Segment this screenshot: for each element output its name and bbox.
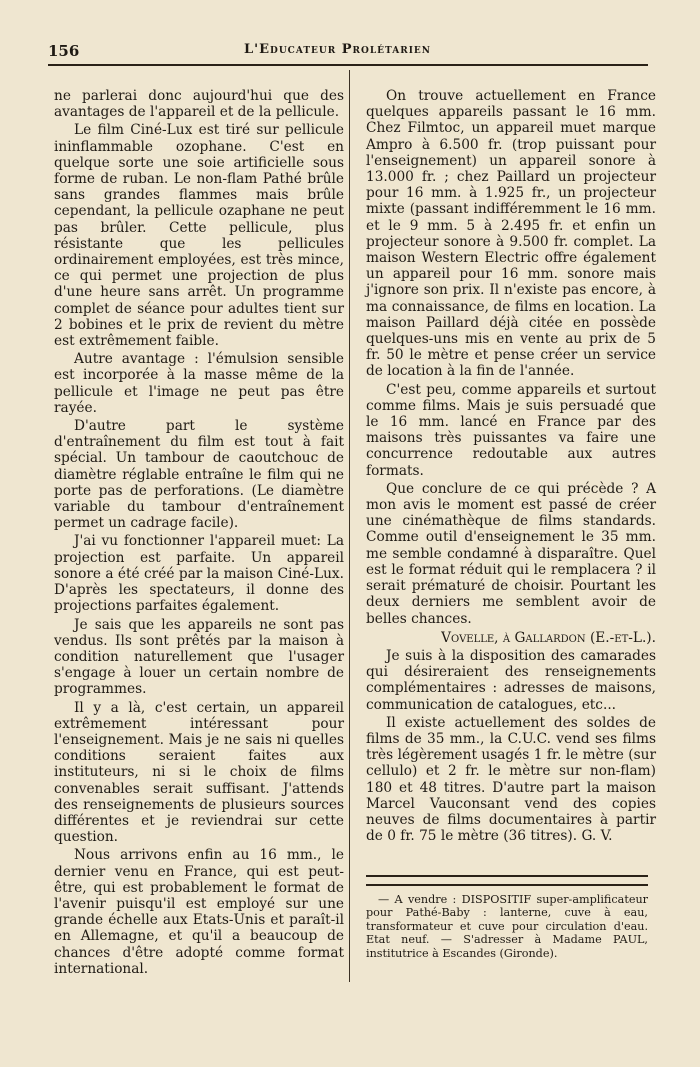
paragraph: D'autre part le système d'entraînement du film est tout à fait spécial. Un tambour de caoutchouc de diamètre réglable entraîne le film qui ne porte pas de perforations. (Le diamètre variable du tambour d'entraînement permet un cadrage facile). — [54, 418, 344, 532]
paragraph: Le film Ciné-Lux est tiré sur pellicule ininflammable ozophane. C'est en quelque sorte une soie artificielle sous forme de ruban. Le non-flam Pathé brûle sans grandes flammes mais brûle cependant, la pellicule ozaphane ne peut pas brûler. Cette pellicule, plus résistante que les pellicules ordinairement employées, est très mince, ce qui permet une projection de plus d'une heure sans arrêt. Un programme complet de séance pour adultes tient sur 2 bobines et le prix de revient du mètre est extrêmement faible. — [54, 122, 344, 350]
ad-text: — A vendre : DISPOSITIF super-amplificateur pour Pathé-Baby : lanterne, cuve à eau, transformateur et cuve pour circulation d'eau. Etat neuf. — S'adresser à Madame PAUL, institutrice à Escandes (Gironde). — [366, 893, 648, 960]
paragraph: Que conclure de ce qui précède ? A mon avis le moment est passé de créer une cinémathèque de films standards. Comme outil d'enseignement le 35 mm. me semble condamné à disparaître. Quel est le format réduit qui le remplacera ? il serait prématuré de choisir. Pourtant les deux derniers me semblent avoir de belles chances. — [366, 480, 656, 627]
paragraph: Il y a là, c'est certain, un appareil extrêmement intéressant pour l'enseignement. Mais je ne sais ni quelles conditions seraient faites aux instituteurs, ni si le choix de films convenables serait suffisant. J'attends des renseignements de plusieurs sources différentes et je reviendrai sur cette question. — [54, 699, 344, 846]
paragraph: ne parlerai donc aujourd'hui que des avantages de l'appareil et de la pellicule. — [54, 88, 344, 121]
column-divider — [349, 70, 350, 982]
page-header — [48, 40, 648, 64]
classified-ad — [366, 893, 648, 960]
paragraph: J'ai vu fonctionner l'appareil muet: La projection est parfaite. Un appareil sonore a été créé par la maison Ciné-Lux. D'après les spectateurs, il donne des projections parfaites également. — [54, 533, 344, 615]
paragraph: Nous arrivons enfin au 16 mm., le dernier venu en France, qui est peut-être, qui est probablement le format de l'avenir puisqu'il est employé sur une grande échelle aux Etats-Unis et paraît-il en Allemagne, et qu'il a beaucoup de chances d'être adopté comme format international. — [54, 847, 344, 977]
section-divider — [366, 875, 648, 886]
header-rule — [48, 64, 648, 66]
paragraph: Il existe actuellement des soldes de films de 35 mm., la C.U.C. vend ses films très légèrement usagés 1 fr. le mètre (sur cellulo) et 2 fr. le mètre sur non-flam) 180 et 48 titres. D'autre part la maison Marcel Vauconsant vend des copies neuves de films documentaires à partir de 0 fr. 75 le mètre (36 titres). G. V. — [366, 714, 656, 845]
paragraph: Je suis à la disposition des camarades qui désireraient des renseignements complémentaires : adresses de maisons, communication de catalogues, etc... — [366, 647, 656, 713]
paragraph: On trouve actuellement en France quelques appareils passant le 16 mm. Chez Filmtoc, un appareil muet marque Ampro à 6.500 fr. (trop puissant pour l'enseignement) un appareil sonore à 13.000 fr. ; chez Paillard un projecteur pour 16 mm. à 1.925 fr., un projecteur mixte (passant indifféremment le 16 mm. et le 9 mm. 5 à 2.495 fr. et enfin un projecteur sonore à 9.500 fr. complet. La maison Western Electric offre également un appareil pour 16 mm. sonore mais j'ignore son prix. Il n'existe pas encore, à ma connaissance, de films en location. La maison Paillard déjà citée en possède quelques-uns mis en vente au prix de 5 fr. 50 le mètre et pense créer un service de location à la fin de l'année. — [366, 88, 656, 380]
paragraph: Autre avantage : l'émulsion sensible est incorporée à la masse même de la pellicule et l'image ne peut pas être rayée. — [54, 351, 344, 416]
page-number: 156 — [48, 42, 80, 60]
paragraph: Je sais que les appareils ne sont pas vendus. Ils sont prêtés par la maison à condition naturellement que l'usager s'engage à louer un certain nombre de programmes. — [54, 616, 344, 698]
paragraph: C'est peu, comme appareils et surtout comme films. Mais je suis persuadé que le 16 mm. lancé en France par des maisons très puissantes va faire une concurrence redoutable aux autres formats. — [366, 381, 656, 479]
author-signature: Vovelle, à Gallardon (E.-et-L.). — [441, 629, 656, 646]
left-column — [54, 88, 344, 977]
right-column — [366, 88, 656, 844]
running-title: L'Educateur Prolétarien — [244, 42, 431, 57]
